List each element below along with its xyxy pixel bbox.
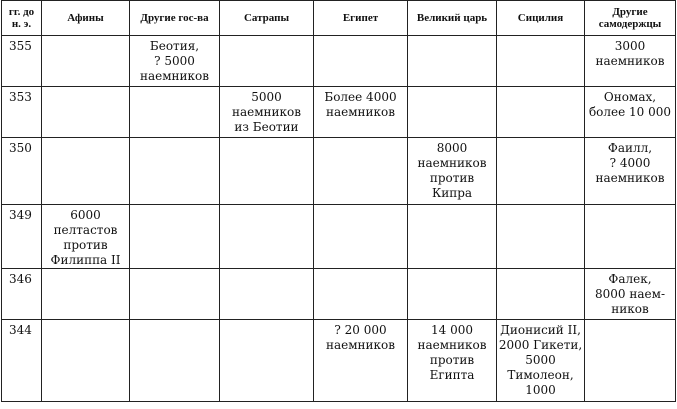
table-row xyxy=(2,36,676,87)
table-row xyxy=(2,138,676,205)
great-king-cell xyxy=(408,269,497,320)
table-row xyxy=(2,87,676,138)
athens-cell: 6000 пелтастов против Филиппа II xyxy=(42,205,130,269)
table-row xyxy=(2,269,676,320)
other-autocrats-cell xyxy=(585,320,676,402)
header-athens: Афины xyxy=(42,1,130,36)
sicily-cell xyxy=(497,87,585,138)
athens-cell xyxy=(42,269,130,320)
egypt-cell xyxy=(314,205,408,269)
satraps-cell xyxy=(220,320,314,402)
other-autocrats-cell: Фалек, 8000 наем- ников xyxy=(585,269,676,320)
header-year: гг. до н. э. xyxy=(2,1,42,36)
egypt-cell: ? 20 000 наемников xyxy=(314,320,408,402)
header-other-states: Другие гос-ва xyxy=(130,1,220,36)
other-states-cell xyxy=(130,269,220,320)
year-cell: 350 xyxy=(2,138,42,205)
year-cell: 355 xyxy=(2,36,42,87)
athens-cell xyxy=(42,138,130,205)
egypt-cell xyxy=(314,269,408,320)
egypt-cell xyxy=(314,36,408,87)
header-sicily: Сицилия xyxy=(497,1,585,36)
mercenaries-table xyxy=(1,0,676,402)
other-autocrats-cell: 3000 наемников xyxy=(585,36,676,87)
header-row xyxy=(2,1,676,36)
great-king-cell: 14 000 наемников против Египта xyxy=(408,320,497,402)
table-row xyxy=(2,320,676,402)
great-king-cell xyxy=(408,36,497,87)
other-autocrats-cell: Фаилл, ? 4000 наемников xyxy=(585,138,676,205)
year-cell: 353 xyxy=(2,87,42,138)
great-king-cell xyxy=(408,205,497,269)
header-egypt: Египет xyxy=(314,1,408,36)
satraps-cell: 5000 наемников из Беотии xyxy=(220,87,314,138)
athens-cell xyxy=(42,36,130,87)
egypt-cell: Более 4000 наемников xyxy=(314,87,408,138)
athens-cell xyxy=(42,87,130,138)
great-king-cell: 8000 наемников против Кипра xyxy=(408,138,497,205)
other-states-cell: Беотия, ? 5000 наемников xyxy=(130,36,220,87)
other-states-cell xyxy=(130,320,220,402)
other-autocrats-cell xyxy=(585,205,676,269)
sicily-cell: Дионисий II, 2000 Гикети, 5000 Тимолеон, 1000 xyxy=(497,320,585,402)
other-states-cell xyxy=(130,87,220,138)
header-great-king: Великий царь xyxy=(408,1,497,36)
sicily-cell xyxy=(497,138,585,205)
other-states-cell xyxy=(130,138,220,205)
sicily-cell xyxy=(497,205,585,269)
year-cell: 344 xyxy=(2,320,42,402)
other-states-cell xyxy=(130,205,220,269)
egypt-cell xyxy=(314,138,408,205)
great-king-cell xyxy=(408,87,497,138)
satraps-cell xyxy=(220,138,314,205)
header-satraps: Сатрапы xyxy=(220,1,314,36)
satraps-cell xyxy=(220,205,314,269)
year-cell: 349 xyxy=(2,205,42,269)
table-row xyxy=(2,205,676,269)
other-autocrats-cell: Ономах, более 10 000 xyxy=(585,87,676,138)
athens-cell xyxy=(42,320,130,402)
sicily-cell xyxy=(497,269,585,320)
header-other-autocrats: Другие самодержцы xyxy=(585,1,676,36)
year-cell: 346 xyxy=(2,269,42,320)
satraps-cell xyxy=(220,36,314,87)
sicily-cell xyxy=(497,36,585,87)
satraps-cell xyxy=(220,269,314,320)
